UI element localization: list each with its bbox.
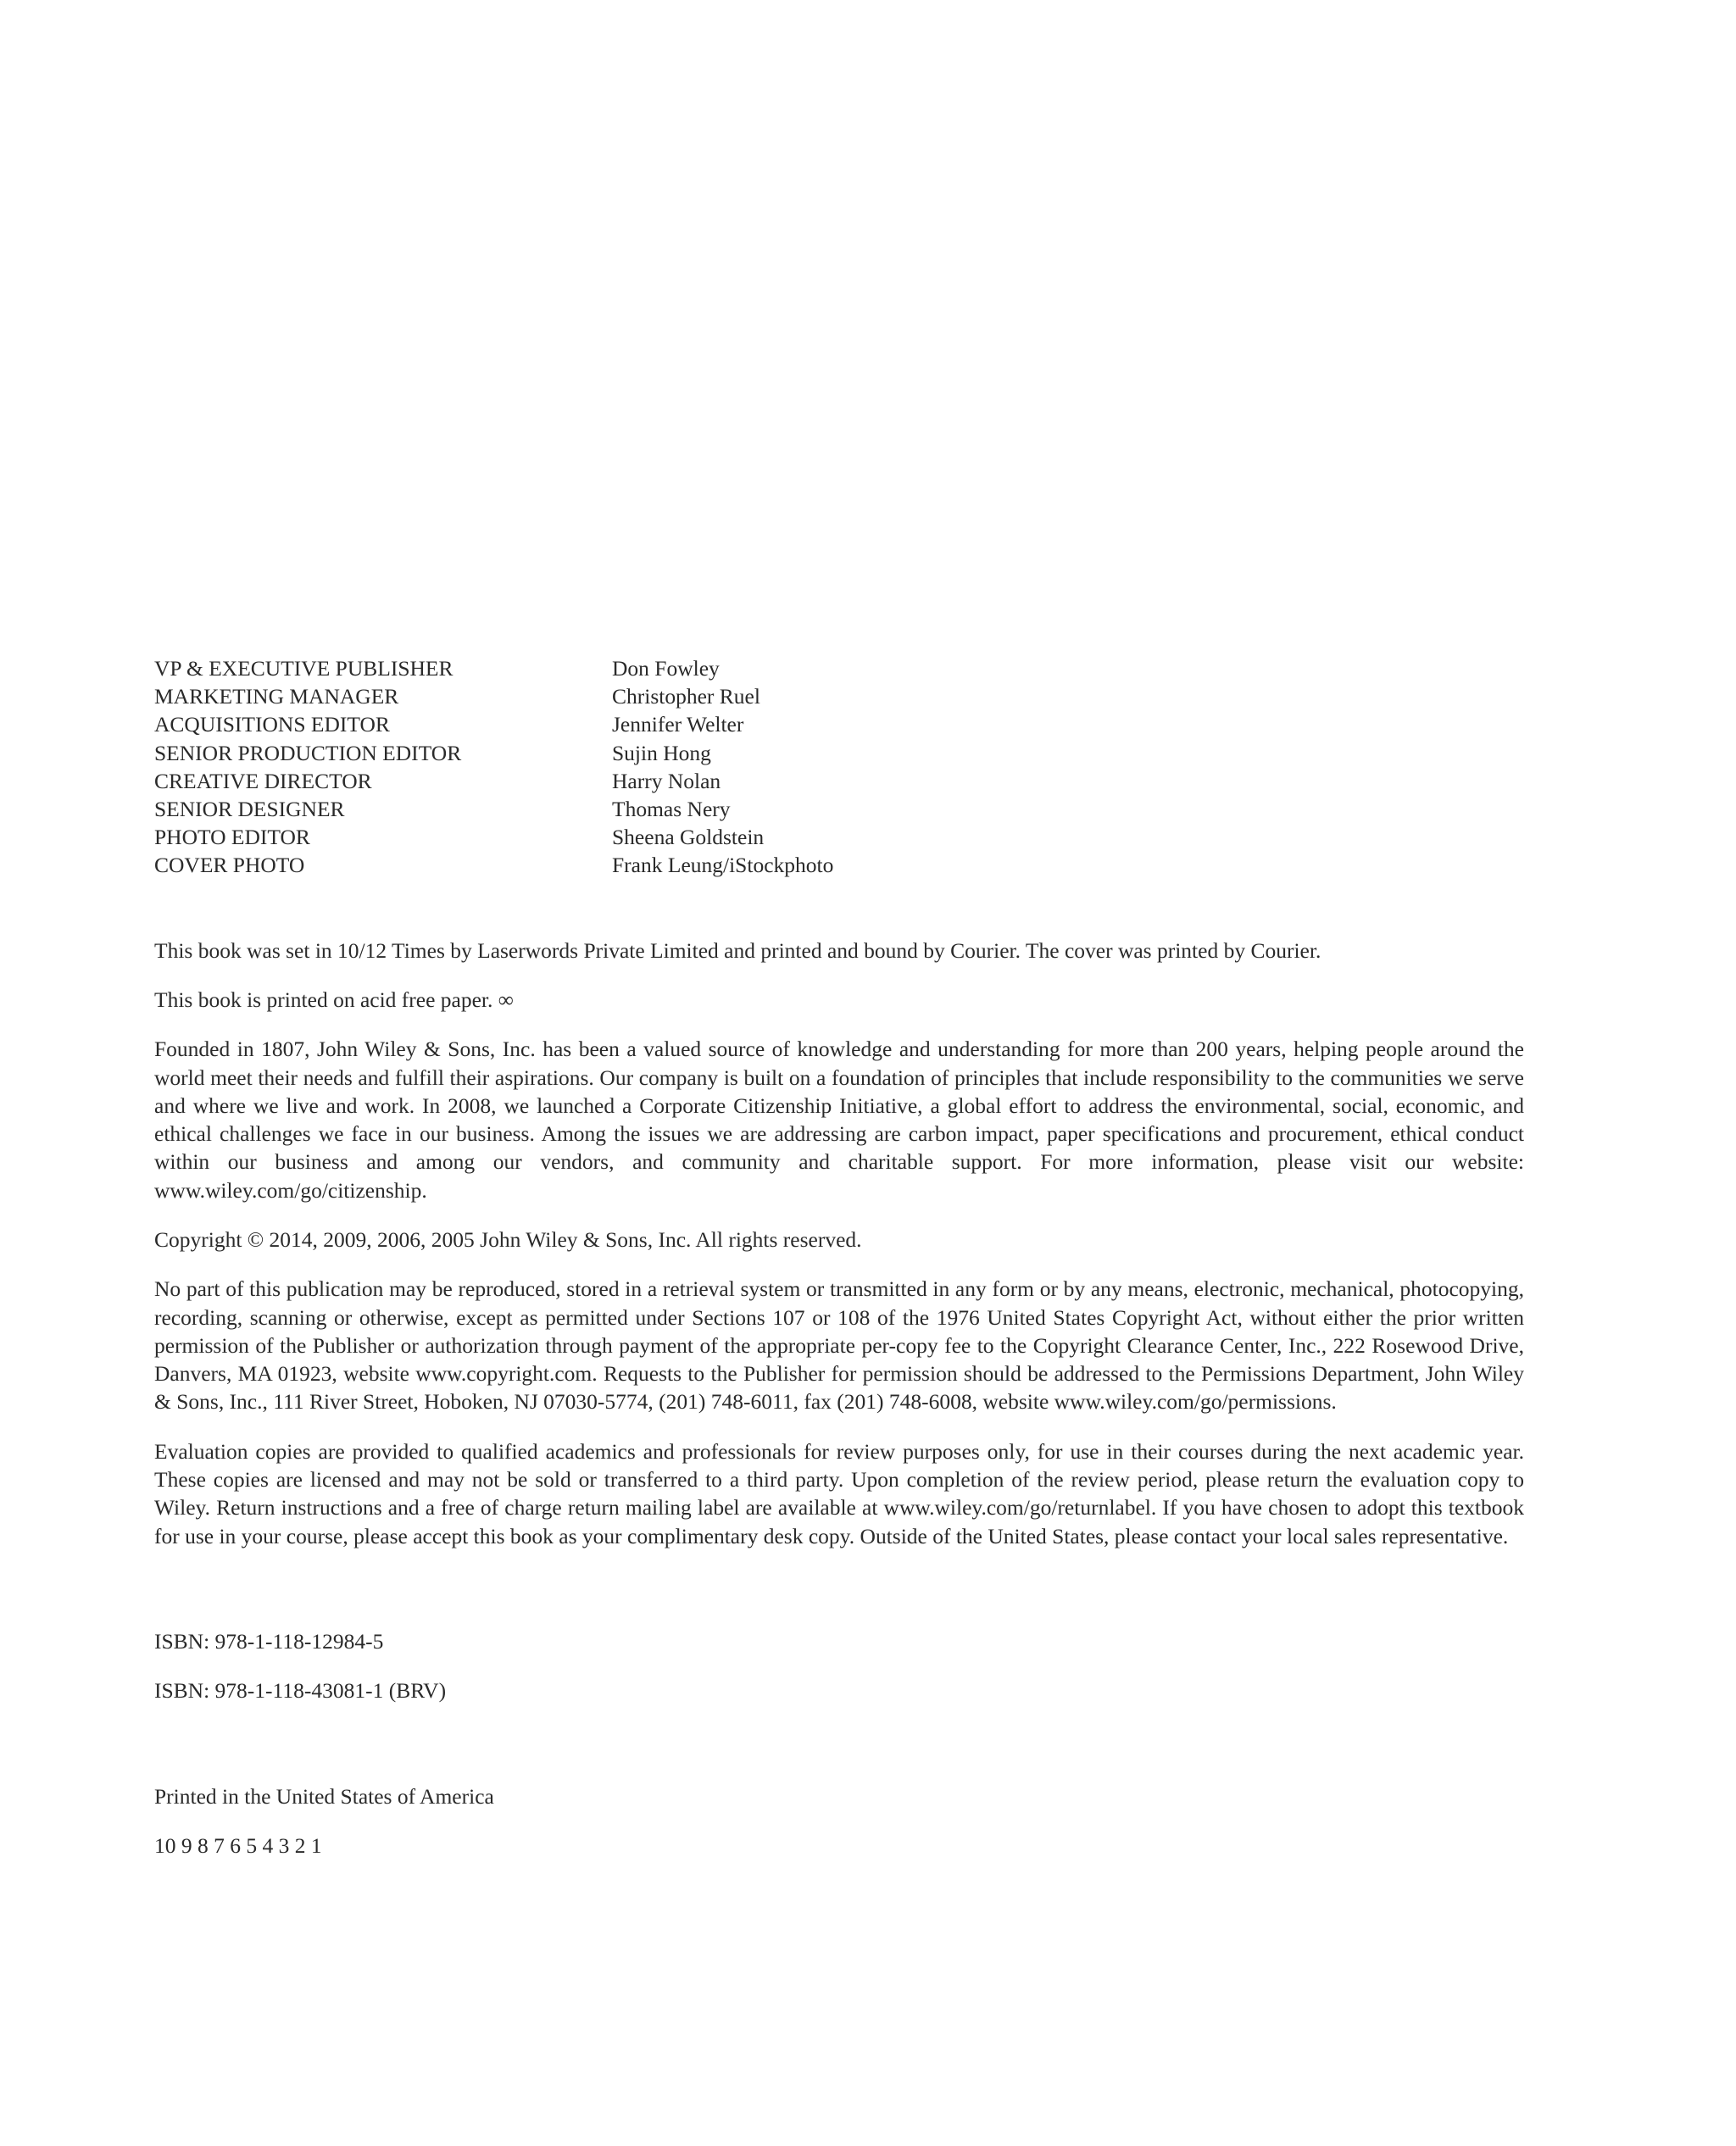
credit-role: CREATIVE DIRECTOR [154,768,372,793]
credit-role: MARKETING MANAGER [154,684,399,709]
acid-free-note: This book is printed on acid free paper. ∞ [154,987,514,1012]
company-statement: Founded in 1807, John Wiley & Sons, Inc. has been a valued source of knowledge and understanding for more than 200 years, helping people around the world meet their needs and fulfill their aspirations. Our company is built on a foundation of principles that include responsibility to the communities we serve and where we live and work. In 2008, we launched a Corporate Citizenship Initiative, a global effort to address the environmental, social, economic, and ethical challenges we face in our business. Among the issues we are addressing are carbon impact, paper specifications and procurement, ethical conduct within our business and among our vendors, and community and charitable support. For more information, please visit our website: www.wiley.com/go/citizenship. [154,1037,1524,1203]
credit-role: COVER PHOTO [154,853,305,878]
credit-role: VP & EXECUTIVE PUBLISHER [154,656,453,681]
credit-role: SENIOR PRODUCTION EDITOR [154,740,462,765]
credit-name: Thomas Nery [612,797,731,822]
isbn-primary: ISBN: 978-1-118-12984-5 [154,1628,384,1654]
credit-role: PHOTO EDITOR [154,825,310,850]
typesetting-note: This book was set in 10/12 Times by Laserwords Private Limited and printed and bound by Courier. The cover was printed by Courier. [154,937,1321,963]
evaluation-copy-statement: Evaluation copies are provided to qualified academics and professionals for review purposes only, for use in their courses during the next academic year. These copies are licensed and may not be sold or transferred to a third party. Upon completion of the review period, please return the evaluation copy to Wiley. Return instructions and a free of charge return mailing label are available at www.wiley.com/go/returnlabel. If you have chosen to adopt this textbook for use in your course, please accept this book as your complimentary desk copy. Outside of the United States, please contact your local sales representative. [154,1438,1524,1548]
credit-name: Frank Leung/iStockphoto [612,853,834,878]
isbn-secondary: ISBN: 978-1-118-43081-1 (BRV) [154,1678,447,1704]
credit-role: ACQUISITIONS EDITOR [154,712,390,737]
credit-name: Jennifer Welter [612,712,744,737]
credit-name: Harry Nolan [612,768,721,793]
credit-name: Sujin Hong [612,740,711,765]
credit-name: Christopher Ruel [612,684,760,709]
copyright-page [154,654,1527,1860]
permissions-statement: No part of this publication may be reproduced, stored in a retrieval system or transmitted in any form or by any means, electronic, mechanical, photocopying, recording, scanning or otherwise, except as permitted under Sections 107 or 108 of the 1976 United States Copyright Act, without either the prior written permission of the Publisher or authorization through payment of the appropriate per-copy fee to the Copyright Clearance Center, Inc., 222 Rosewood Drive, Danvers, MA 01923, website www.copyright.com. Requests to the Publisher for permission should be addressed to the Permissions Department, John Wiley & Sons, Inc., 111 River Street, Hoboken, NJ 07030-5774, (201) 748-6011, fax (201) 748-6008, website www.wiley.com/go/permissions. [154,1276,1524,1415]
print-line: 10 9 8 7 6 5 4 3 2 1 [154,1832,322,1858]
credit-name: Don Fowley [612,656,720,681]
printed-in-note: Printed in the United States of America [154,1783,494,1809]
credit-role: SENIOR DESIGNER [154,797,345,822]
copyright-notice: Copyright © 2014, 2009, 2006, 2005 John Wiley & Sons, Inc. All rights reserved. [154,1227,862,1252]
credits-list [154,654,1527,880]
credit-name: Sheena Goldstein [612,825,765,850]
